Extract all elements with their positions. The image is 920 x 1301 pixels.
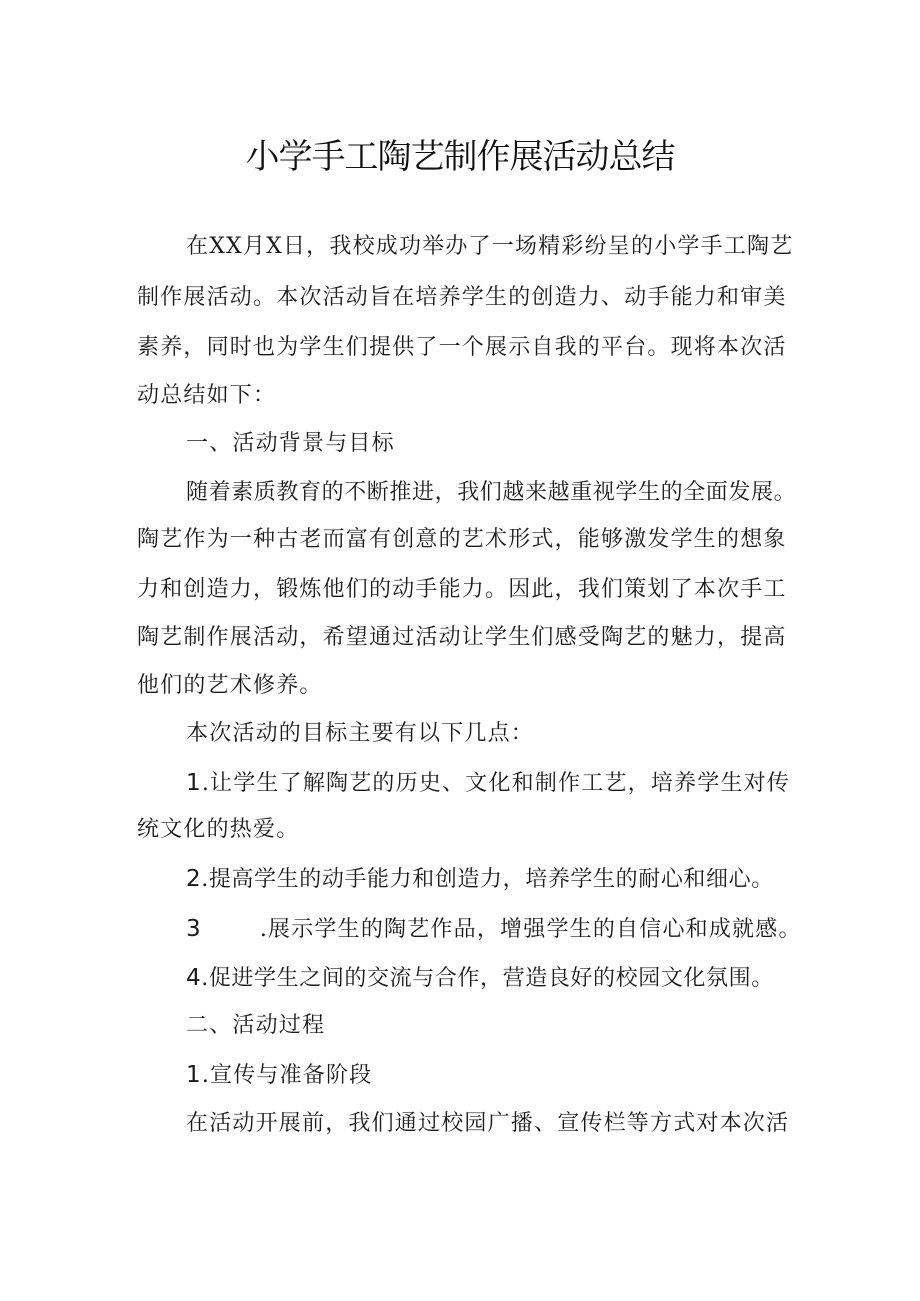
goal-3-number: 3 <box>186 916 202 942</box>
goal-1-number: 1 <box>186 770 202 796</box>
goal-4-text: .促进学生之间的交流与合作，营造良好的校园文化氛围。 <box>201 966 774 991</box>
section2-sub1-label: .宣传与准备阶段 <box>201 1063 373 1088</box>
section2-sub1-heading <box>186 1059 372 1092</box>
goal-4-number: 4 <box>186 965 202 991</box>
goal-3-text: .展示学生的陶艺作品，增强学生的自信心和成就感。 <box>259 917 802 942</box>
section1-para-line-3: 力和创造力，锻炼他们的动手能力。因此，我们策划了本次手工 <box>137 577 787 602</box>
goal-2-text: .提高学生的动手能力和创造力，培养学生的耐心和细心。 <box>201 867 774 892</box>
section1-para-line-2: 陶艺作为一种古老而富有创意的艺术形式，能够激发学生的想象 <box>137 527 787 552</box>
intro-line-1: 在XX月X日，我校成功举办了一场精彩纷呈的小学手工陶艺 <box>186 234 794 259</box>
intro-line-3: 素养，同时也为学生们提供了一个展示自我的平台。现将本次活 <box>137 335 787 360</box>
intro-line-4: 动总结如下： <box>137 383 277 408</box>
section1-para-line-5: 他们的艺术修养。 <box>137 673 323 698</box>
goal-1-line-1 <box>186 767 790 800</box>
goal-1-line-2: 统文化的热爱。 <box>137 817 300 842</box>
intro-line-2: 制作展活动。本次活动旨在培养学生的创造力、动手能力和审美 <box>137 285 787 310</box>
goal-2-number: 2 <box>186 866 202 892</box>
goal-4-line <box>186 962 774 995</box>
section1-heading: 一、活动背景与目标 <box>186 431 395 456</box>
goal-2-line <box>186 863 774 896</box>
goal-1-text: .让学生了解陶艺的历史、文化和制作工艺，培养学生对传 <box>201 771 791 796</box>
document-title: 小学手工陶艺制作展活动总结 <box>245 137 675 177</box>
section2-sub1-number: 1 <box>186 1062 202 1088</box>
section2-sub1-para-line: 在活动开展前，我们通过校园广播、宣传栏等方式对本次活 <box>186 1111 790 1136</box>
section1-para-line-4: 陶艺制作展活动，希望通过活动让学生们感受陶艺的魅力，提高 <box>137 625 787 650</box>
section2-heading: 二、活动过程 <box>186 1013 326 1038</box>
section1-para-line-1: 随着素质教育的不断推进，我们越来越重视学生的全面发展。 <box>186 480 797 505</box>
goal-3-line <box>186 913 802 946</box>
goals-intro: 本次活动的目标主要有以下几点： <box>186 721 535 746</box>
